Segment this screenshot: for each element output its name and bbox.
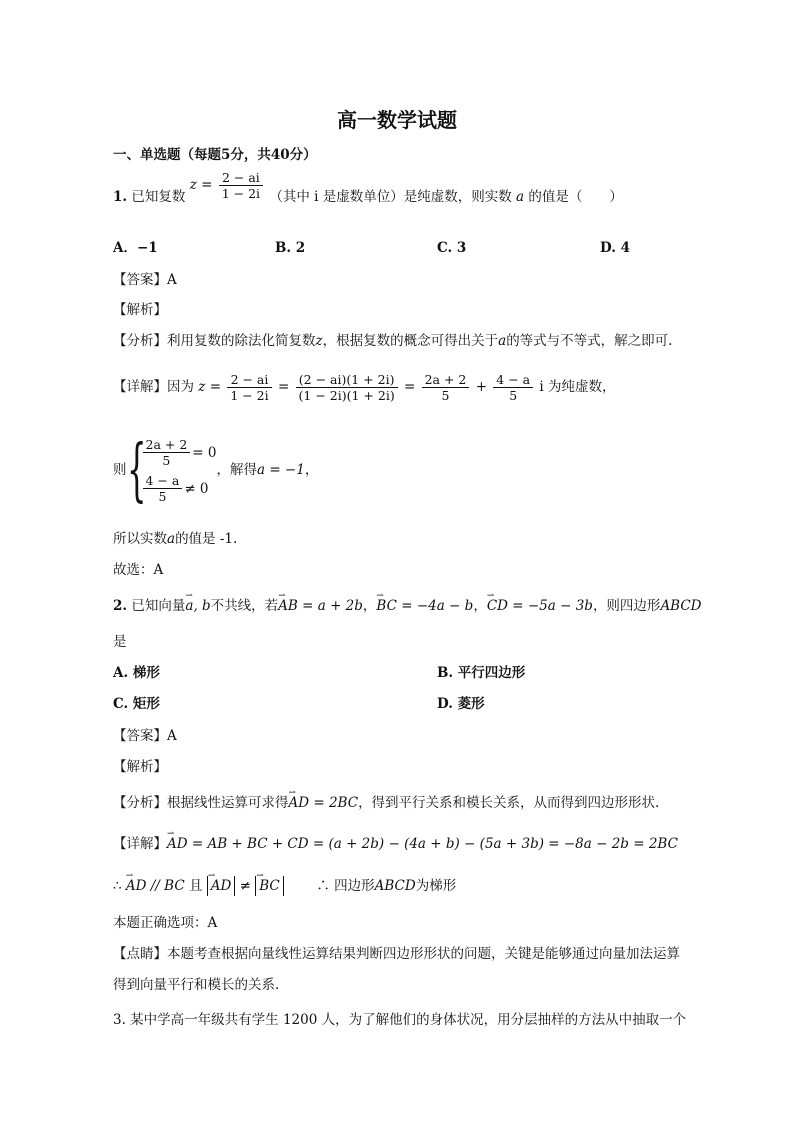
q1-sys2-den: 5 <box>158 489 167 504</box>
q2-sep1: ， <box>362 598 377 614</box>
q2-sep2: ， <box>473 598 487 614</box>
q2-option-a: A. 梯形 <box>113 665 160 681</box>
q1-conclusion <box>113 529 237 549</box>
q2-analysis-label: 【解析】 <box>113 759 167 775</box>
q1-solve-end: ， <box>304 462 319 478</box>
q1-option-c: C. 3 <box>437 240 467 256</box>
q2-fenxi-a: 【分析】根据线性运算可求得 <box>113 795 289 811</box>
q1-choice: 故选：A <box>113 562 164 578</box>
q1-xj-frac3 <box>422 372 470 403</box>
q2-and: 且 <box>188 878 203 894</box>
q2-xiangjie <box>113 834 678 854</box>
q2-answer: 【答案】A <box>113 728 177 744</box>
q2-stem-b: 不共线，若 <box>210 598 279 614</box>
q2-eq1: ⇀ AB = a + 2b <box>278 596 363 616</box>
q2-fenxi <box>113 793 659 813</box>
page-title: 高一数学试题 <box>337 108 457 132</box>
q1-sys2-rel: ≠ 0 <box>184 480 209 497</box>
q1-ze: 则 <box>113 462 127 478</box>
q1-fenxi-b: ，根据复数的概念可得出关于 <box>322 333 499 349</box>
q2-parallel: ⇀ AD // BC <box>126 876 185 896</box>
q1-xiangjie <box>113 368 616 406</box>
q2-is-trap: 为梯形 <box>415 878 457 894</box>
q2-therefore2: ∴ 四边形 <box>316 878 375 894</box>
q1-stem-b: （其中 i 是虚数单位）是纯虚数，则实数 <box>269 189 512 205</box>
q1-system-rows <box>141 435 217 507</box>
q2-option-b: B. 平行四边形 <box>437 665 526 681</box>
q1-option-b: B. 2 <box>275 240 306 256</box>
q2-neq: ≠ <box>239 878 251 894</box>
q2-eq2: ⇀ BC = −4a − b <box>376 596 473 616</box>
q1-answer: 【答案】A <box>113 272 177 288</box>
q2-vecs: ⇀ a, b <box>185 596 210 616</box>
q2-dianjing-2: 得到向量平行和模长的关系. <box>113 977 280 993</box>
q1-analysis-label: 【解析】 <box>113 302 167 318</box>
q1-sys2-frac <box>143 473 183 504</box>
q1-fenxi-var: a <box>498 333 507 349</box>
q1-fenxi <box>113 331 672 351</box>
q1-option-a: A．−1 <box>113 240 158 256</box>
q1-xj-frac2 <box>296 372 398 403</box>
q2-stem-d: 是 <box>113 634 127 650</box>
left-brace-icon: { <box>126 430 146 510</box>
q1-frac-den: 1 − 2i <box>221 186 261 201</box>
q1-fenxi-c: 的等式与不等式，解之即可. <box>506 333 673 349</box>
q2-option-d: D. 菱形 <box>437 696 485 712</box>
q1-conclusion-end: 的值是 -1. <box>175 531 238 547</box>
q1-sys1-rel: = 0 <box>192 444 217 461</box>
q1-xj-frac4 <box>493 372 533 403</box>
q1-xj-plus: + <box>475 379 487 395</box>
q1-xj-frac4-num: 4 − a <box>493 372 533 388</box>
q1-fenxi-z: z <box>315 333 323 349</box>
q1-system-row-2 <box>141 471 217 507</box>
q2-parallel-line <box>113 876 456 896</box>
q2-xiangjie-label: 【详解】 <box>113 836 167 852</box>
q1-stem-c: 的值是（ ） <box>528 189 623 205</box>
q1-stem-a: 已知复数 <box>131 189 186 205</box>
q1-conclusion-a: 所以实数 <box>113 531 167 547</box>
q1-xj-z: z = <box>198 379 222 395</box>
q2-quad: ABCD <box>660 598 702 614</box>
q2-stem-c: ，则四边形 <box>592 598 661 614</box>
q1-xj-frac1 <box>227 372 271 403</box>
q2-dianjing: 【点睛】本题考查根据向量线性运算结果判断四边形形状的问题，关键是能够通过向量加法运算 <box>113 946 680 962</box>
q1-sys1-den: 5 <box>162 453 171 468</box>
q2-option-c: C. 矩形 <box>113 696 160 712</box>
q1-xj-frac3-num: 2a + 2 <box>422 372 470 388</box>
q1-number: 1. <box>113 189 128 205</box>
q1-option-d: D. 4 <box>600 240 631 256</box>
q2-xiangjie-eq: ⇀ AD = AB + BC + CD = (a + 2b) − (4a + b) − (5a + 3b) = −8a − 2b = 2BC <box>167 834 678 854</box>
q2-quad2: ABCD <box>374 878 416 894</box>
section-heading: 一、单选题（每题5分，共40分） <box>113 147 317 163</box>
q1-xj-frac4-den: 5 <box>509 388 518 403</box>
q1-xj-frac3-den: 5 <box>441 388 450 403</box>
q1-fenxi-a: 【分析】利用复数的除法化简复数 <box>113 333 316 349</box>
q2-correct: 本题正确选项：A <box>113 915 218 931</box>
q1-xj-frac1-den: 1 − 2i <box>230 388 269 403</box>
q1-fraction <box>219 170 263 201</box>
q2-eq3: ⇀ CD = −5a − 3b <box>487 596 593 616</box>
q1-var-a: a <box>516 189 525 205</box>
q1-xj-frac2-den: (1 − 2i)(1 + 2i) <box>298 388 395 403</box>
q1-sys2-num: 4 − a <box>143 473 183 489</box>
q2-abs-bc: ⇀ BC <box>255 876 284 896</box>
q1-solve: ，解得 <box>216 462 257 478</box>
therefore-icon: ∴ <box>113 878 122 894</box>
q1-xj-eq1: = <box>277 379 290 395</box>
q1-sys1-num: 2a + 2 <box>143 437 191 453</box>
q1-xj-frac1-num: 2 − ai <box>227 372 271 388</box>
q1-frac-num: 2 − ai <box>219 170 263 186</box>
q2-number: 2. <box>113 598 128 614</box>
q1-xj-tail: i 为纯虚数， <box>539 379 616 395</box>
q1-xj-frac2-num: (2 − ai)(1 + 2i) <box>296 372 398 388</box>
q1-sys1-frac <box>143 437 191 468</box>
q1-stem <box>113 170 623 214</box>
q1-solve-val: a = −1 <box>256 462 305 478</box>
q2-fenxi-eq: ⇀ AD = 2BC <box>289 793 359 813</box>
q1-xj-eq2: = <box>404 379 416 395</box>
q2-stem <box>113 596 702 616</box>
q2-fenxi-b: ，得到平行关系和模长关系，从而得到四边形形状. <box>358 795 660 811</box>
q1-conclusion-var: a <box>167 531 176 547</box>
q1-xiangjie-label: 【详解】因为 <box>113 379 194 395</box>
q2-abs-ad: ⇀ AD <box>207 876 236 896</box>
q2-stem-a: 已知向量 <box>131 598 186 614</box>
q3-stem: 3. 某中学高一年级共有学生 1200 人，为了解他们的身体状况，用分层抽样的方法从中抽取一个 <box>113 1012 687 1028</box>
q1-z-eq: z = <box>189 177 213 193</box>
q1-system <box>113 428 318 512</box>
